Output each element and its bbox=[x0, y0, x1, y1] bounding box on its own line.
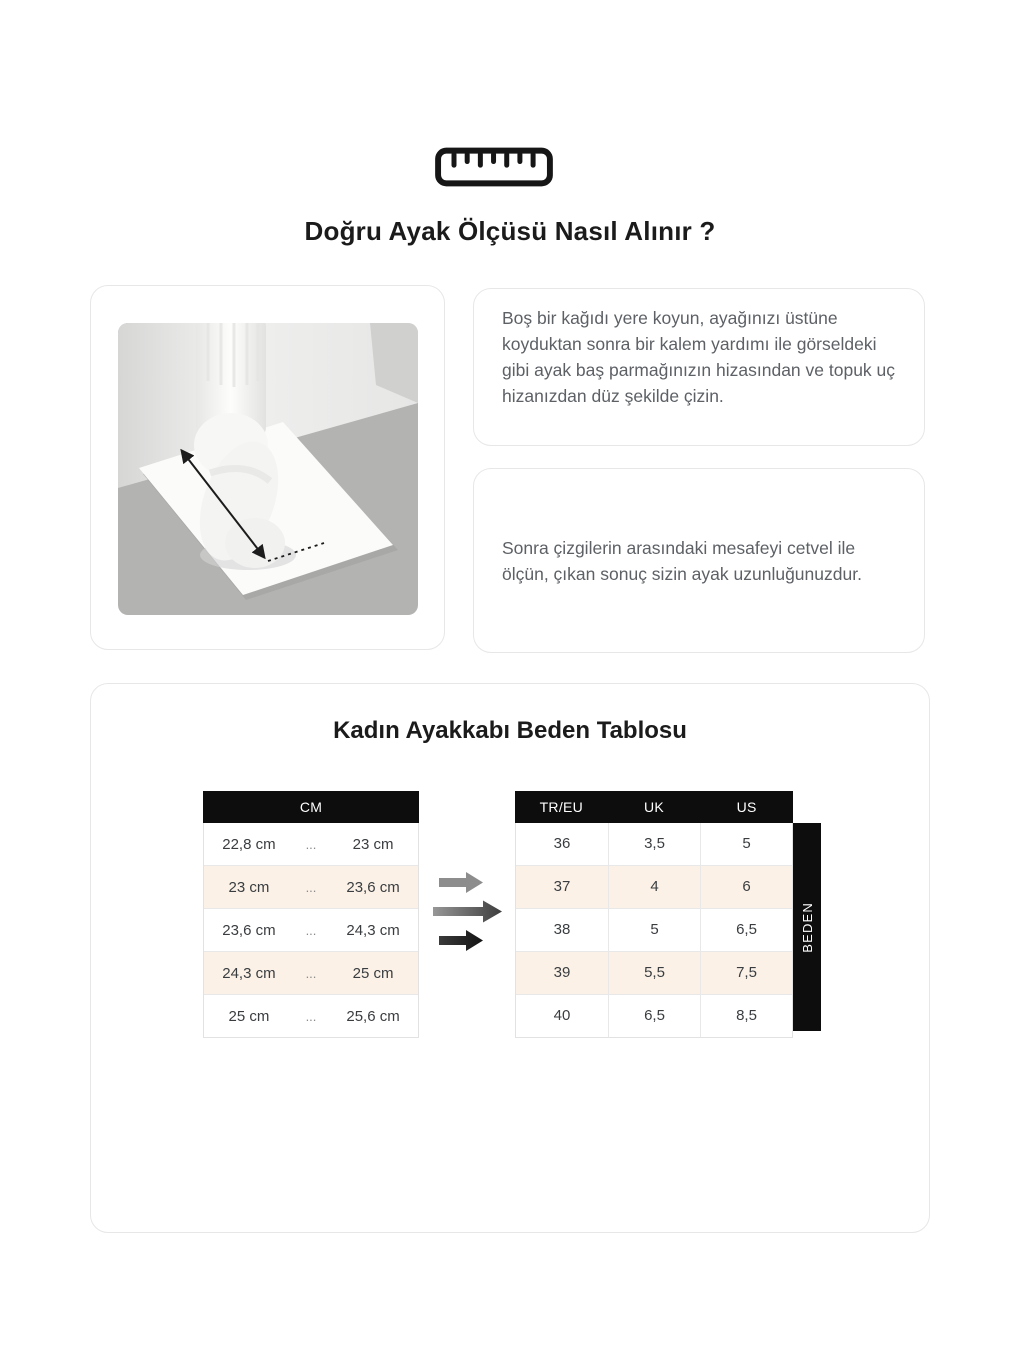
measurement-photo-card bbox=[90, 285, 445, 650]
uk-value: 4 bbox=[608, 866, 700, 908]
table-row bbox=[204, 823, 418, 865]
table-row bbox=[516, 823, 792, 865]
us-value: 8,5 bbox=[700, 995, 792, 1037]
size-conversion-table bbox=[515, 791, 793, 1038]
page-title: Doğru Ayak Ölçüsü Nasıl Alınır ? bbox=[304, 216, 716, 246]
uk-value: 5,5 bbox=[608, 952, 700, 994]
beden-side-label: BEDEN bbox=[799, 901, 815, 953]
cm-table-header: CM bbox=[203, 791, 419, 823]
ruler-icon-graphic bbox=[434, 146, 554, 188]
ruler-icon bbox=[434, 146, 554, 188]
size-chart-card bbox=[90, 683, 930, 1233]
range-separator: ... bbox=[305, 836, 317, 852]
cm-max-value: 25 cm bbox=[352, 964, 394, 982]
range-separator: ... bbox=[305, 922, 317, 938]
instruction-step-2 bbox=[473, 468, 925, 653]
tr-eu-value: 39 bbox=[553, 964, 571, 981]
instruction-step-2-text: Sonra çizgilerin arasındaki mesafeyi cetvel ile ölçün, çıkan sonuç sizin ayak uzunluğunuzdur. bbox=[502, 537, 862, 584]
table-row bbox=[516, 865, 792, 908]
tr-eu-value: 36 bbox=[553, 835, 571, 852]
cm-max-value: 23,6 cm bbox=[346, 878, 400, 896]
instruction-step-1-text: Boş bir kağıdı yere koyun, ayağınızı üstüne koyduktan sonra bir kalem yardımı ile görseldeki gibi ayak baş parmağınızın hizasından ve topuk uç hizanızdan düz şekilde çizin. bbox=[502, 308, 896, 406]
table-row bbox=[204, 951, 418, 994]
table-row bbox=[204, 865, 418, 908]
column-header-uk: UK bbox=[643, 799, 665, 815]
us-value: 7,5 bbox=[700, 952, 792, 994]
cm-max-value: 23 cm bbox=[352, 835, 394, 853]
foot-measurement-illustration bbox=[118, 323, 418, 615]
cm-min-value: 22,8 cm bbox=[222, 835, 276, 853]
beden-side-bar bbox=[793, 823, 821, 1031]
cm-min-value: 23,6 cm bbox=[222, 921, 276, 939]
tr-eu-value: 37 bbox=[553, 878, 571, 895]
table-row bbox=[204, 908, 418, 951]
cm-max-value: 24,3 cm bbox=[346, 921, 400, 939]
range-separator: ... bbox=[305, 879, 317, 895]
conversion-table-header bbox=[515, 791, 793, 823]
cm-max-value: 25,6 cm bbox=[346, 1007, 400, 1025]
table-row bbox=[204, 994, 418, 1037]
range-separator: ... bbox=[305, 1008, 317, 1024]
table-row bbox=[516, 951, 792, 994]
instruction-step-1 bbox=[473, 288, 925, 446]
uk-value: 3,5 bbox=[608, 823, 700, 865]
range-separator: ... bbox=[305, 965, 317, 981]
tr-eu-value: 38 bbox=[553, 921, 571, 938]
cm-min-value: 25 cm bbox=[228, 1007, 270, 1025]
us-value: 6,5 bbox=[700, 909, 792, 951]
us-value: 6 bbox=[700, 866, 792, 908]
cm-range-table bbox=[203, 791, 419, 1038]
table-row bbox=[516, 994, 792, 1037]
table-row bbox=[516, 908, 792, 951]
uk-value: 5 bbox=[608, 909, 700, 951]
size-chart-title: Kadın Ayakkabı Beden Tablosu bbox=[333, 717, 687, 744]
column-header-us: US bbox=[736, 799, 757, 815]
cm-min-value: 23 cm bbox=[228, 878, 270, 896]
conversion-arrows-icon bbox=[431, 867, 513, 959]
cm-min-value: 24,3 cm bbox=[222, 964, 276, 982]
column-header-tr-eu: TR/EU bbox=[539, 799, 584, 815]
tr-eu-value: 40 bbox=[553, 1007, 571, 1024]
uk-value: 6,5 bbox=[608, 995, 700, 1037]
us-value: 5 bbox=[700, 823, 792, 865]
